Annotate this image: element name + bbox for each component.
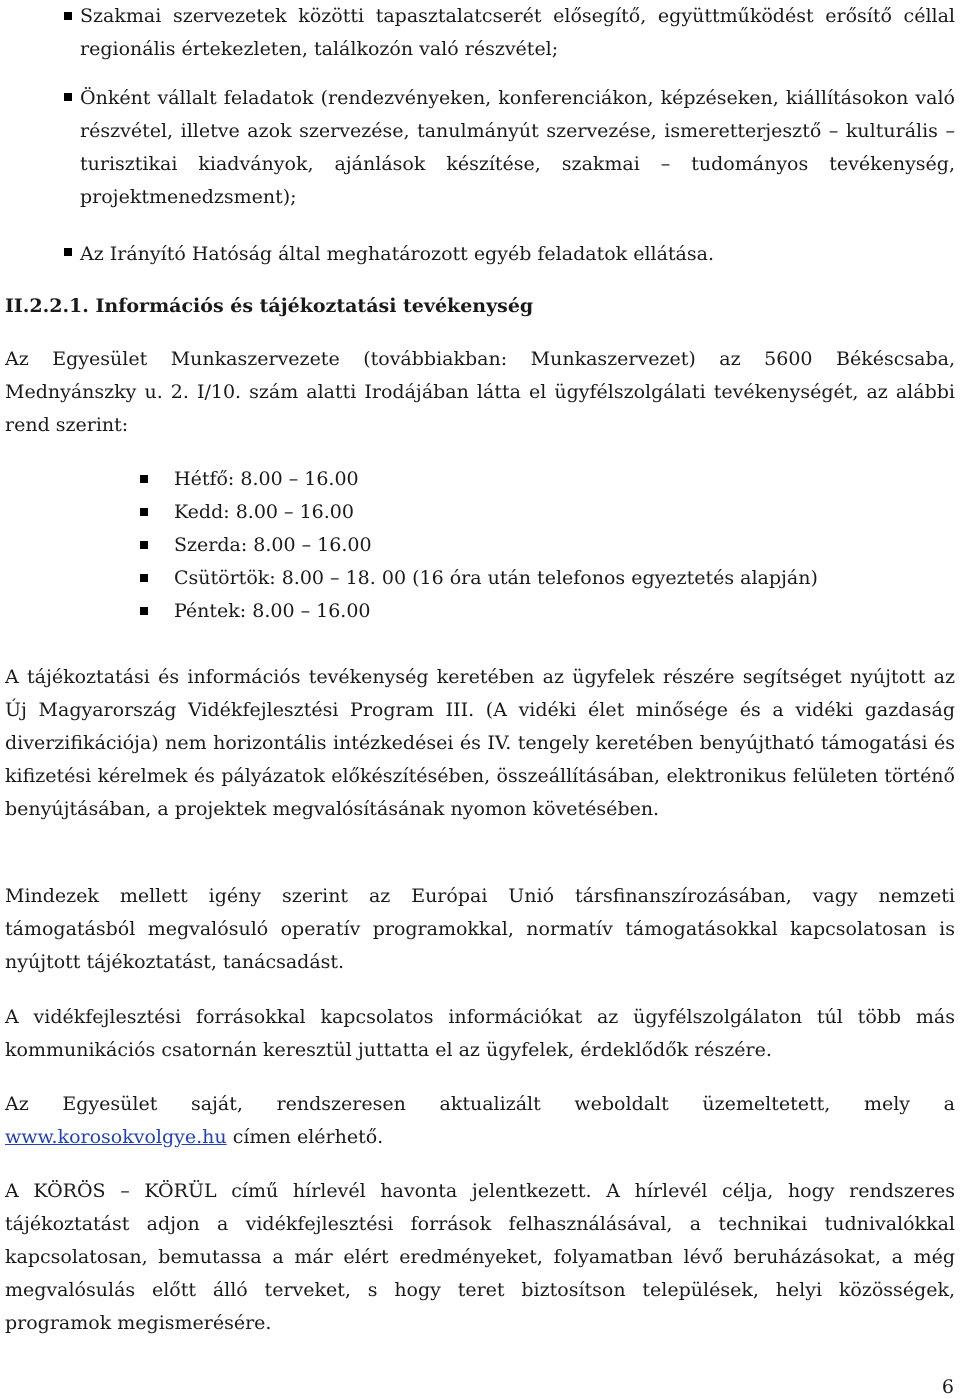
schedule-item-text: Szerda: 8.00 – 16.00 bbox=[174, 534, 372, 556]
website-sentence-end: címen elérhető. bbox=[226, 1126, 384, 1148]
list-item: Szakmai szervezetek közötti tapasztalatcserét elősegítő, együttműködést erősítő céllal regionális értekezleten, találkozón való részvétel; bbox=[80, 5, 955, 60]
paragraph-advisory-activity: A tájékoztatási és információs tevékenység keretében az ügyfelek részére segítséget nyújtott az Új Magyarország Vidékfejlesztési Program III. (A vidéki élet minősége és a vidéki gazdaság diverzifikációja) nem horizontális intézkedései és IV. tengely keretében benyújtható támogatási és kifizetési kérelmek és pályázatok előkészítésében, összeállításában, elektronikus felületen történő benyújtásában, a projektek megvalósításának nyomon követésében. bbox=[5, 666, 955, 820]
page-number: 6 bbox=[941, 1376, 954, 1398]
paragraph-newsletter: A KÖRÖS – KÖRÜL című hírlevél havonta jelentkezett. A hírlevél célja, hogy rendszeres tájékoztatást adjon a vidékfejlesztési források felhasználásával, a technikai tudnivalókkal kapcsolatosan, bemutassa a már elért eredményeket, folyamatban lévő beruházásokat, a még megvalósulás előtt álló terveket, s hogy teret biztosítson települések, helyi közösségek, programok megismerésére. bbox=[5, 1180, 955, 1334]
paragraph-communication-channels: A vidékfejlesztési forrásokkal kapcsolatos információkat az ügyfélszolgálaton túl több más kommunikációs csatornán keresztül juttatta el az ügyfelek, érdeklődők részére. bbox=[5, 1006, 955, 1061]
schedule-item-text: Hétfő: 8.00 – 16.00 bbox=[174, 468, 359, 490]
list-item: Önként vállalt feladatok (rendezvényeken, konferenciákon, képzéseken, kiállításokon való részvétel, illetve azok szervezése, tanulmányút szervezése, ismeretterjesztő – kulturális – turisztikai kiadványok, ajánlások készítése, szakmai – tudományos tevékenység, projektmenedzsment); bbox=[80, 87, 955, 208]
square-bullet-icon bbox=[140, 541, 148, 549]
paragraph-website bbox=[5, 1088, 955, 1154]
schedule-item-text: Péntek: 8.00 – 16.00 bbox=[174, 600, 371, 622]
square-bullet-icon bbox=[64, 12, 72, 20]
square-bullet-icon bbox=[64, 93, 72, 101]
square-bullet-icon bbox=[140, 508, 148, 516]
section-heading: II.2.2.1. Információs és tájékoztatási tevékenység bbox=[5, 295, 534, 317]
intro-paragraph: Az Egyesület Munkaszervezete (továbbiakban: Munkaszervezet) az 5600 Békéscsaba, Mednyánszky u. 2. I/10. szám alatti Irodájában látta el ügyfélszolgálati tevékenységét, az alábbi rend szerint: bbox=[5, 348, 955, 436]
schedule-item-text: Kedd: 8.00 – 16.00 bbox=[174, 501, 354, 523]
square-bullet-icon bbox=[140, 607, 148, 615]
square-bullet-icon bbox=[140, 475, 148, 483]
square-bullet-icon bbox=[64, 248, 72, 256]
schedule-item-text: Csütörtök: 8.00 – 18. 00 (16 óra után telefonos egyeztetés alapján) bbox=[174, 567, 818, 589]
website-sentence-start: Az Egyesület saját, rendszeresen aktualizált weboldalt üzemeltetett, mely a bbox=[5, 1093, 955, 1115]
square-bullet-icon bbox=[140, 574, 148, 582]
paragraph-eu-cofinancing: Mindezek mellett igény szerint az Európai Unió társfinanszírozásában, vagy nemzeti támogatásból megvalósuló operatív programokkal, normatív támogatásokkal kapcsolatosan is nyújtott tájékoztatást, tanácsadást. bbox=[5, 885, 955, 973]
list-item: Az Irányító Hatóság által meghatározott egyéb feladatok ellátása. bbox=[80, 243, 715, 265]
website-link[interactable]: www.korosokvolgye.hu bbox=[5, 1126, 227, 1148]
